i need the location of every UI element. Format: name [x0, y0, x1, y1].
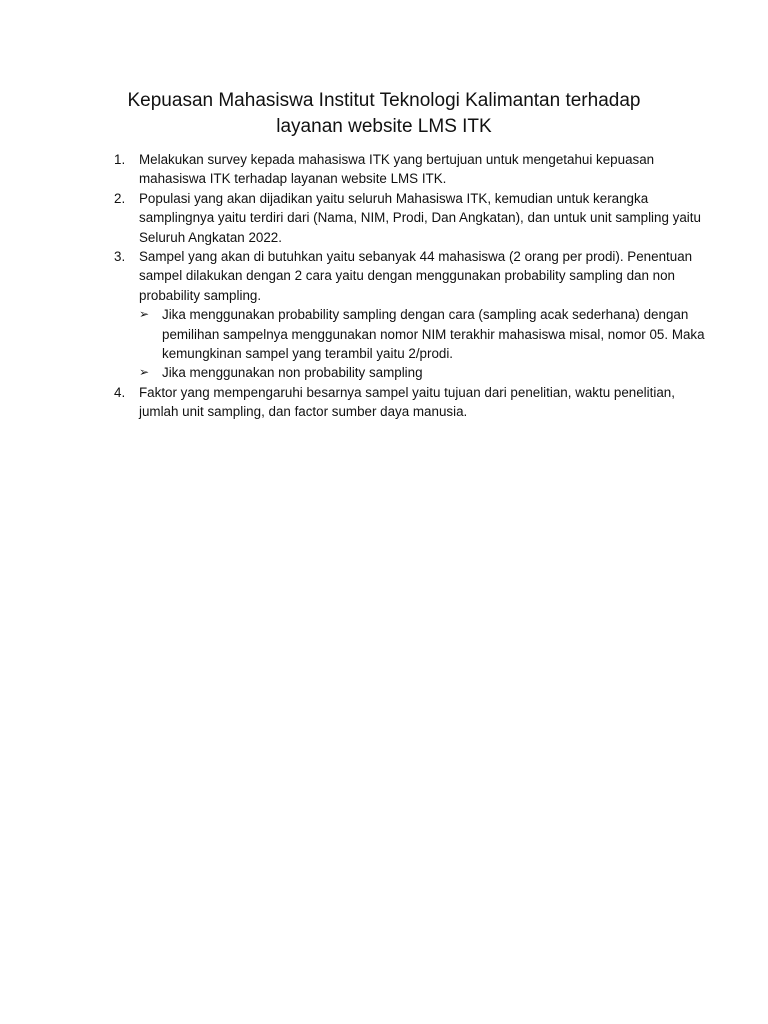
- document-title: [60, 88, 708, 140]
- numbered-list: [0, 150, 768, 422]
- list-item-number: 2.: [114, 190, 126, 206]
- list-item-text: Sampel yang akan di butuhkan yaitu sebanyak 44 mahasiswa (2 orang per prodi). Penentuan sampel dilakukan dengan 2 cara yaitu dengan menggunakan probability sampling dan non probability sampling.: [139, 249, 693, 303]
- sub-list-item-text: Jika menggunakan non probability sampling: [162, 365, 423, 381]
- list-item-number: 4.: [114, 384, 126, 400]
- arrow-bullet-icon: ➢: [139, 307, 150, 322]
- list-item-number: 1.: [114, 152, 126, 167]
- sub-list-item-text: Jika menggunakan probability sampling dengan cara (sampling acak sederhana) dengan pemilihan sampelnya menggunakan nomor NIM terakhir mahasiswa misal, nomor 05. Maka kemungkinan sampel yang terambil yaitu 2/prodi.: [162, 307, 705, 362]
- sub-list-item: [139, 305, 708, 363]
- title-line-2: layanan website LMS ITK: [276, 116, 492, 137]
- sub-list: [139, 305, 708, 383]
- list-item: [0, 247, 768, 383]
- sub-list-item: [139, 363, 708, 382]
- title-line-1: Kepuasan Mahasiswa Institut Teknologi Kalimantan terhadap: [127, 90, 641, 111]
- list-item-text: Faktor yang mempengaruhi besarnya sampel yaitu tujuan dari penelitian, waktu penelitian, jumlah unit sampling, dan factor sumber daya manusia.: [139, 384, 675, 420]
- arrow-bullet-icon: ➢: [139, 365, 150, 380]
- list-item: [0, 189, 768, 247]
- list-item: [0, 383, 768, 422]
- list-item-text: Melakukan survey kepada mahasiswa ITK yang bertujuan untuk mengetahui kepuasan mahasiswa ITK terhadap layanan website LMS ITK.: [139, 152, 655, 187]
- list-item: [0, 150, 768, 189]
- list-item-text: Populasi yang akan dijadikan yaitu seluruh Mahasiswa ITK, kemudian untuk kerangka samplingnya yaitu terdiri dari (Nama, NIM, Prodi, Dan Angkatan), dan untuk unit sampling yaitu Seluruh Angkatan 2022.: [139, 190, 701, 245]
- list-item-number: 3.: [114, 249, 126, 265]
